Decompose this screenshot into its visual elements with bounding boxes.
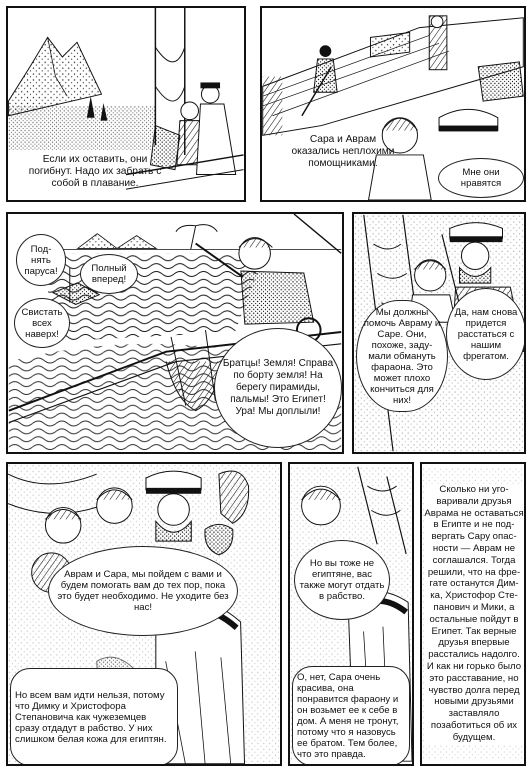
panel-2 [260,6,526,202]
panel-6-speech-balloon-2 [292,666,410,766]
panel-5 [6,462,282,766]
panel-5-speech-balloon-1 [48,546,238,636]
panel-3-speech-2: Полный вперед! [91,263,127,285]
panel-5-speech-balloon-2 [10,668,178,766]
panel-4-speech-balloon-2 [446,288,526,380]
panel-4-speech-2: Да, нам снова придется расстаться с нашим фрегатом. [454,306,518,362]
panel-6-speech-2: О, нет, Сара очень красива, она понравится фараону и он возьмет ее к себе в дом. А меня не тронут, потому что я назовусь ее братом. Тем более, что это правда. [297,672,399,760]
panel-5-speech-2: Но всем вам идти нельзя, потому что Димку и Христофора Степановича как чужеземцев сразу отдадут в рабство. У них слишком белая кожа для египтян. [15,689,167,745]
panel-4 [352,212,526,454]
panel-2-caption: Сара и Аврам оказались неплохими помощниками. [291,134,395,169]
panel-3-speech-3: Свистать всех наверх! [21,306,63,340]
panel-6-speech-balloon-1 [294,540,390,620]
panel-3-speech-balloon-2 [80,254,138,294]
panel-1-caption: Если их оставить, они погибнут. Надо их забрать с собой в плавание. [28,154,162,189]
panel-4-speech-balloon-1 [356,300,448,412]
panel-3-speech-1: Под-нять паруса! [24,243,58,277]
panel-5-speech-1: Аврам и Сара, мы пойдем с вами и будем помогать вам до тех пор, пока это будет необходимо. Не уходите без нас! [57,569,229,613]
panel-3-speech-4: Братцы! Земля! Справа по борту земля! На берегу пирамиды, пальмы! Это Египет! Ура! Мы доплыли! [222,358,334,417]
panel-1 [6,6,246,202]
panel-2-speech-balloon [438,158,524,198]
panel-7 [420,462,526,766]
panel-3-speech-balloon-4 [214,328,342,448]
panel-3-speech-balloon-3 [14,298,70,348]
panel-2-speech: Мне они нравятся [460,167,502,189]
panel-6 [288,462,414,766]
panel-6-speech-1: Но вы тоже не египтяне, вас также могут отдать в рабство. [299,558,385,602]
panel-3-speech-balloon-1 [16,234,66,286]
panel-3 [6,212,344,454]
panel-4-speech-1: Мы должны помочь Авраму и Саре. Они, похоже, заду-мали обмануть фараона. Это может плохо кончиться для них! [363,306,441,406]
panel-7-caption: Сколько ни уго-варивали друзья Аврама не оставаться в Египте и не под-вергать Сару опас-ности — Аврам не соглашался. Тогда решили, что на фре-гате останутся Дим-ка, Христофор Сте-панович и Мики, а остальные пойдут в Египет. Так верные друзья впервые расстались надолго. И как ни горько было это расставание, но чувство долга перед новыми друзьями заставляло позаботиться об их будущем. [424,484,524,743]
